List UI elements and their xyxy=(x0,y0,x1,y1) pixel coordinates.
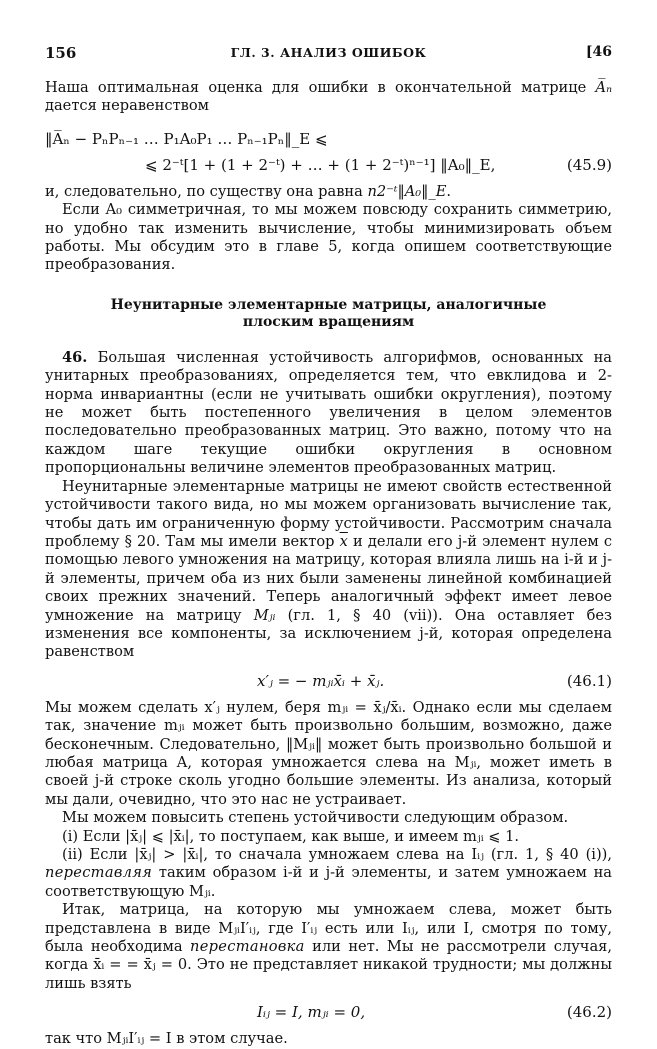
case-ii-emphasis: переставляя xyxy=(45,864,153,882)
after-eq-start: и, следовательно, по существу она равна xyxy=(45,182,363,200)
section-marker: [46 xyxy=(585,44,612,60)
final-emphasis: перестановка xyxy=(190,938,305,956)
equation-45-9-line2 xyxy=(45,155,612,177)
paragraph-number: 46. xyxy=(62,348,88,366)
equation-46-1 xyxy=(45,671,612,693)
symmetric-paragraph: Если A₀ симметричная, то мы можем повсюду сохранить симметрию, но удобно так изменить вычисление, чтобы минимизировать объем работы. Мы обсудим это в главе 5, когда опишем соответствующие преобразования. xyxy=(45,201,612,274)
after-equation-text xyxy=(45,183,612,201)
final-text-a: Итак, матрица, на которую мы умножаем слева, может быть представлена в виде MⱼᵢI′ᵢⱼ, где I′ᵢⱼ есть или Iᵢⱼ, или I, смотря по тому, была необходима xyxy=(45,901,612,956)
running-title: ГЛ. 3. АНАЛИЗ ОШИБОК xyxy=(230,45,427,60)
closing-line: так что MⱼᵢI′ᵢⱼ = I в этом случае. xyxy=(45,1030,288,1048)
equation-number-45-9: (45.9) xyxy=(566,155,612,174)
improve-paragraph: Мы можем повысить степень устойчивости следующим образом. xyxy=(62,809,569,827)
section-heading xyxy=(45,297,612,331)
section-heading-line1: Неунитарные элементарные матрицы, аналогичные xyxy=(110,296,547,313)
intro-text-start: Наша оптимальная оценка для ошибки в окончательной матрице xyxy=(45,79,587,96)
paragraph-46 xyxy=(45,349,612,478)
case-ii-text-b: таким образом i-й и j-й элементы, и затем умножаем на соответствующую Mⱼᵢ. xyxy=(45,864,612,900)
equation-45-9-line1 xyxy=(45,129,612,151)
equation-46-1-formula: x′ⱼ = − mⱼᵢx̄ᵢ + x̄ⱼ. xyxy=(257,671,385,690)
after-46-1-paragraph: Мы можем сделать x′ⱼ нулем, беря mⱼᵢ = x̄ⱼ/x̄ᵢ. Однако если мы сделаем так, значение mⱼᵢ может быть произвольно большим, возможно, даже бесконечным. Следовательно, ‖Mⱼᵢ‖ может быть произвольно большой и любая матрица A, которая умножается слева на Mⱼᵢ, может иметь в своей j-й строке сколь угодно большие элементы. Из анализа, который мы дали, очевидно, что это нас не устраивает. xyxy=(45,698,612,808)
case-ii xyxy=(45,846,612,901)
equation-number-46-2: (46.2) xyxy=(566,1003,612,1022)
intro-text-end: дается неравенством xyxy=(45,97,210,115)
final-text-b: или нет. Мы не рассмотрели случая, когда x̄ᵢ = = x̄ⱼ = 0. Это не представляет никакой трудности; мы должны лишь взять xyxy=(45,938,612,992)
nonunitary-text-a: Неунитарные элементарные матрицы не имеют свойств естественной устойчивости такого вида, но мы можем организовать вычисление так, чтобы дать им ограниченную форму устойчивости. Рассмотрим сначала проблему § 20. Там мы имели вектор xyxy=(45,477,612,550)
page-number: 156 xyxy=(45,44,77,62)
matrix-an: A̅ₙ xyxy=(595,79,612,96)
equation-46-2-formula: Iᵢⱼ = I, mⱼᵢ = 0, xyxy=(257,1003,366,1022)
nonunitary-text-b: и делали его j-й элемент нулем с помощью левого умножения на матрицу, которая влияла лишь на i-й и j-й элементы, причем оба из них были заменены линейной комбинацией своих прежних значений. Теперь аналогичный эффект имеет левое умножение на матрицу xyxy=(45,532,612,624)
estimate-formula: n2⁻ᵗ‖A₀‖_E xyxy=(367,182,447,200)
equation-number-46-1: (46.1) xyxy=(566,671,612,690)
section-heading-line2: плоским вращениям xyxy=(242,313,415,330)
equation-45-9-rhs: ⩽ 2⁻ᵗ[1 + (1 + 2⁻ᵗ) + … + (1 + 2⁻ᵗ)ⁿ⁻¹] ‖A₀‖_E, xyxy=(145,155,496,174)
after-eq-end: . xyxy=(446,182,452,200)
matrix-mji: Mⱼᵢ xyxy=(253,606,276,624)
case-ii-text-a: (ii) Если |x̄ⱼ| > |x̄ᵢ|, то сначала умножаем слева на Iᵢⱼ (гл. 1, § 40 (i)), xyxy=(62,846,612,863)
equation-45-9-lhs: ‖A̅ₙ − PₙPₙ₋₁ … P₁A₀P₁ … Pₙ₋₁Pₙ‖_E ⩽ xyxy=(45,129,328,148)
equation-46-2 xyxy=(45,1002,612,1024)
nonunitary-paragraph xyxy=(45,478,612,662)
paragraph-46-text: Большая численная устойчивость алгорифмов, основанных на унитарных преобразованиях, определяется тем, что евклидова и 2-норма инвариантны (если не учитывать ошибки округления), поэтому не может быть постепенного увеличения в целом элементов последовательно преобразованных матриц. Это важно, потому что на каждом шаге текущие ошибки округления в основном пропорциональны величине элементов преобразованных матриц. xyxy=(45,348,612,477)
intro-paragraph xyxy=(45,79,612,116)
vector-x: $\overline{x}$ xyxy=(339,532,348,550)
nonunitary-text-c: (гл. 1, § 40 (vii)). Она оставляет без изменения все компоненты, за исключением j-й, которая определена равенством xyxy=(45,606,613,661)
running-header xyxy=(45,40,612,64)
book-page xyxy=(45,40,612,1049)
final-paragraph xyxy=(45,901,612,993)
case-i: (i) Если |x̄ⱼ| ⩽ |x̄ᵢ|, то поступаем, как выше, и имеем mⱼᵢ ⩽ 1. xyxy=(62,827,520,845)
